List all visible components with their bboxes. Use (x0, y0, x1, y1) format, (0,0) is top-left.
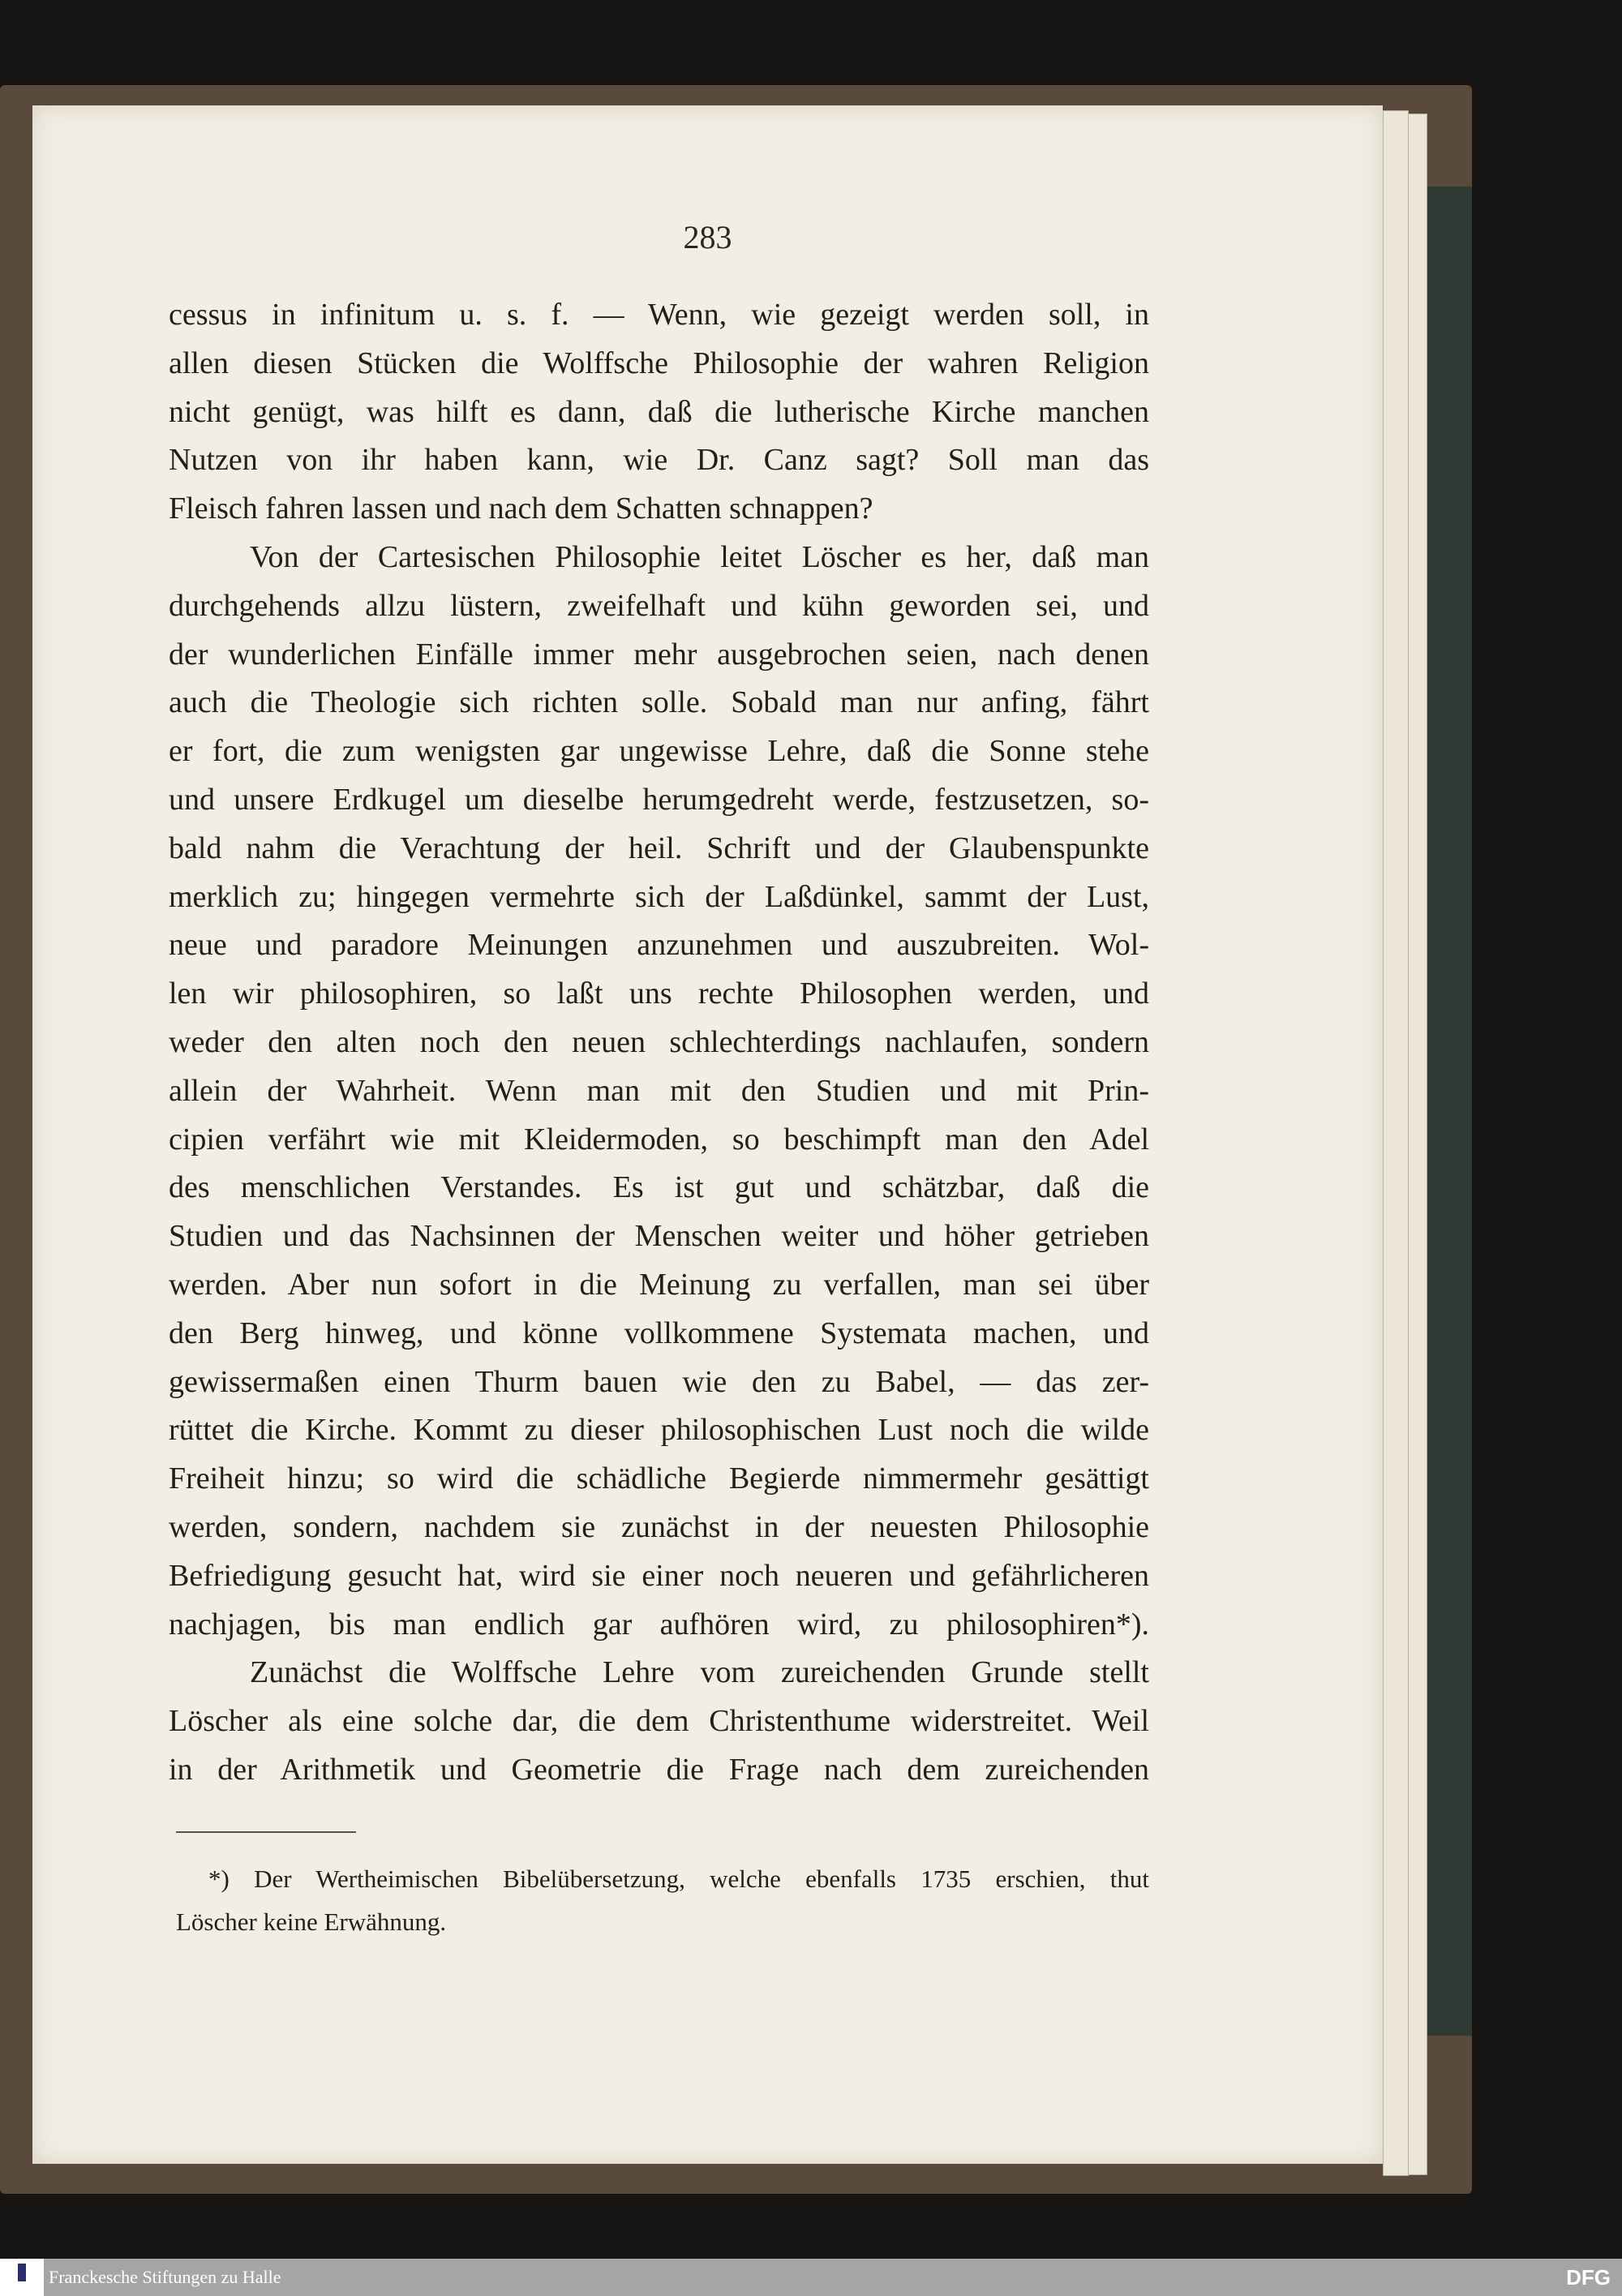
footnote-line: Löscher keine Erwähnung. (176, 1908, 447, 1936)
text-line: auch die Theologie sich richten solle. Sobald man nur anfing, fährt (169, 685, 1149, 720)
text-line: Fleisch fahren lassen und nach dem Schatten schnappen? (169, 491, 873, 526)
text-line: Befriedigung gesucht hat, wird sie einer noch neueren und gefährlicheren (169, 1558, 1149, 1593)
text-line: Freiheit hinzu; so wird die schädliche Begierde nimmermehr gesättigt (169, 1461, 1149, 1496)
text-line: den Berg hinweg, und könne vollkommene Systemata machen, und (169, 1315, 1149, 1350)
institution-logo (0, 2259, 44, 2296)
text-line: des menschlichen Verstandes. Es ist gut und schätzbar, daß die (169, 1170, 1149, 1205)
text-line: Studien und das Nachsinnen der Menschen weiter und höher getrieben (169, 1219, 1149, 1254)
text-line: Löscher als eine solche dar, die dem Christenthume widerstreitet. Weil (169, 1704, 1149, 1739)
text-line: bald nahm die Verachtung der heil. Schrift und der Glaubenspunkte (169, 830, 1149, 865)
institution-name: Franckesche Stiftungen zu Halle (49, 2267, 281, 2287)
text-line: in der Arithmetik und Geometrie die Frage nach dem zureichenden (169, 1753, 1149, 1787)
dfg-logo: DFG (1566, 2265, 1611, 2290)
text-line: neue und paradore Meinungen anzunehmen und auszubreiten. Wol- (169, 928, 1149, 963)
text-line: gewissermaßen einen Thurm bauen wie den zu Babel, — das zer- (169, 1364, 1149, 1399)
text-line: und unsere Erdkugel um dieselbe herumgedreht werde, festzusetzen, so- (169, 783, 1149, 817)
text-line: Zunächst die Wolffsche Lehre vom zureichenden Grunde stellt (250, 1655, 1149, 1690)
text-line: weder den alten noch den neuen schlechterdings nachlaufen, sondern (169, 1025, 1149, 1059)
text-line: merklich zu; hingegen vermehrte sich der Laßdünkel, sammt der Lust, (169, 879, 1149, 914)
text-line: allein der Wahrheit. Wenn man mit den Studien und mit Prin- (169, 1073, 1149, 1108)
text-line: Nutzen von ihr haben kann, wie Dr. Canz sagt? Soll man das (169, 443, 1149, 478)
text-line: nicht genügt, was hilft es dann, daß die lutherische Kirche manchen (169, 394, 1149, 429)
footnote-rule (176, 1831, 356, 1833)
text-line: cessus in infinitum u. s. f. — Wenn, wie gezeigt werden soll, in (169, 298, 1149, 332)
page-edges (1383, 110, 1409, 2176)
text-line: rüttet die Kirche. Kommt zu dieser philosophischen Lust noch die wilde (169, 1413, 1149, 1448)
text-line: len wir philosophiren, so laßt uns rechte Philosophen werden, und (169, 976, 1149, 1011)
text-line: cipien verfährt wie mit Kleidermoden, so beschimpft man den Adel (169, 1122, 1149, 1157)
text-line: werden. Aber nun sofort in die Meinung zu verfallen, man sei über (169, 1268, 1149, 1302)
text-line: er fort, die zum wenigsten gar ungewisse Lehre, daß die Sonne stehe (169, 734, 1149, 769)
text-line: Von der Cartesischen Philosophie leitet Löscher es her, daß man (250, 540, 1149, 574)
page-number: 283 (683, 219, 732, 255)
text-line: allen diesen Stücken die Wolffsche Philosophie der wahren Religion (169, 345, 1149, 380)
text-line: nachjagen, bis man endlich gar aufhören wird, zu philosophiren*). (169, 1607, 1149, 1642)
footer-bar (0, 2259, 1622, 2296)
text-line: werden, sondern, nachdem sie zunächst in der neuesten Philosophie (169, 1510, 1149, 1544)
text-line: durchgehends allzu lüstern, zweifelhaft und kühn geworden sei, und (169, 588, 1149, 623)
footnote-line: *) Der Wertheimischen Bibelübersetzung, welche ebenfalls 1735 erschien, thut (208, 1865, 1149, 1893)
text-line: der wunderlichen Einfälle immer mehr ausgebrochen seien, nach denen (169, 637, 1149, 672)
